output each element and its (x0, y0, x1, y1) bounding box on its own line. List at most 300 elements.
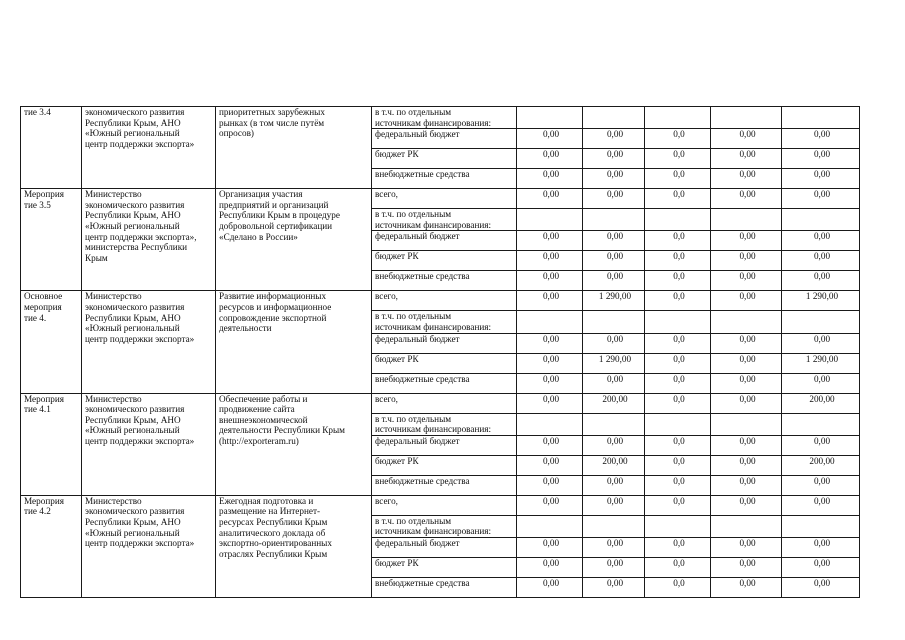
amount-cell (517, 231, 583, 251)
amount-cell (711, 435, 782, 455)
amount-cell (583, 515, 645, 537)
amount-cell (711, 311, 782, 333)
amount-cell (782, 537, 860, 557)
amount-value: 0,00 (542, 169, 560, 180)
amount-cell (645, 353, 711, 373)
measure-description-cell (216, 291, 372, 393)
measure-description-cell (216, 107, 372, 189)
amount-cell (583, 353, 645, 373)
amount-value: 0,00 (813, 333, 831, 344)
funding-source-cell (372, 537, 517, 557)
table-row (21, 189, 860, 209)
amount-value: 0,00 (739, 475, 756, 486)
table-row (21, 107, 860, 129)
amount-value: 0,00 (739, 189, 756, 200)
funding-source-label: внебюджетные средства (375, 475, 470, 486)
measure-description-cell-text: Ежегодная подготовка и размещение на Интернет- ресурсах Республики Крым аналитического доклада об экспортно-ориентированных отраслях Республики Крым (219, 495, 332, 559)
amount-value: 0,00 (739, 373, 756, 384)
amount-cell (711, 333, 782, 353)
amount-cell (645, 373, 711, 393)
amount-cell (583, 169, 645, 189)
amount-value: 0,0 (673, 455, 685, 466)
amount-value: 0,00 (813, 169, 831, 180)
amount-value: 0,00 (606, 189, 624, 200)
amount-cell (782, 393, 860, 413)
amount-cell (782, 577, 860, 597)
funding-source-cell (372, 515, 517, 537)
amount-cell (711, 393, 782, 413)
amount-cell (711, 455, 782, 475)
amount-value: 0,00 (606, 333, 624, 344)
amount-cell (517, 271, 583, 291)
amount-cell (782, 231, 860, 251)
funding-source-label: всего, (375, 393, 398, 404)
amount-cell (517, 251, 583, 271)
measure-code-cell (21, 495, 82, 597)
funding-source-cell (372, 373, 517, 393)
amount-value: 0,0 (673, 435, 685, 446)
amount-cell (583, 271, 645, 291)
amount-value: 0,0 (673, 557, 685, 568)
amount-cell (645, 393, 711, 413)
funding-source-cell (372, 333, 517, 353)
amount-value: 0,00 (542, 435, 560, 446)
amount-cell (711, 413, 782, 435)
amount-cell (517, 475, 583, 495)
amount-cell (517, 413, 583, 435)
amount-cell (517, 107, 583, 129)
amount-cell (711, 107, 782, 129)
amount-cell (711, 209, 782, 231)
amount-cell (517, 353, 583, 373)
amount-cell (517, 189, 583, 209)
amount-cell (517, 435, 583, 455)
amount-cell (583, 475, 645, 495)
amount-value: 200,00 (602, 455, 628, 466)
amount-value: 0,00 (606, 271, 624, 282)
amount-cell (782, 271, 860, 291)
funding-source-label: внебюджетные средства (375, 373, 470, 384)
amount-cell (517, 149, 583, 169)
amount-value: 0,00 (542, 149, 560, 160)
funding-source-cell (372, 149, 517, 169)
amount-cell (583, 577, 645, 597)
funding-table (20, 106, 860, 598)
amount-value: 0,0 (673, 475, 685, 486)
amount-cell (645, 333, 711, 353)
funding-source-label: всего, (375, 189, 398, 200)
amount-value: 0,00 (739, 271, 756, 282)
amount-cell (583, 557, 645, 577)
amount-cell (583, 413, 645, 435)
funding-source-cell (372, 495, 517, 515)
amount-value: 0,00 (739, 537, 756, 548)
amount-value: 0,00 (606, 373, 624, 384)
funding-source-label: в т.ч. по отдельным источникам финансирования: (375, 515, 492, 537)
amount-value: 0,00 (739, 455, 756, 466)
amount-value: 1 290,00 (598, 353, 632, 364)
amount-cell (645, 291, 711, 311)
amount-cell (782, 169, 860, 189)
amount-value: 0,0 (673, 353, 685, 364)
amount-cell (782, 353, 860, 373)
funding-source-cell (372, 475, 517, 495)
amount-value: 0,00 (542, 373, 560, 384)
amount-cell (711, 271, 782, 291)
funding-source-cell (372, 271, 517, 291)
amount-cell (711, 231, 782, 251)
amount-cell (711, 129, 782, 149)
amount-value: 0,00 (606, 435, 624, 446)
amount-value: 0,00 (606, 577, 624, 588)
funding-source-cell (372, 291, 517, 311)
funding-source-label: федеральный бюджет (375, 537, 460, 548)
amount-value: 0,0 (673, 537, 685, 548)
amount-cell (711, 577, 782, 597)
table-row (21, 495, 860, 515)
amount-value: 0,00 (739, 333, 756, 344)
funding-source-cell (372, 435, 517, 455)
amount-cell (583, 209, 645, 231)
amount-cell (583, 435, 645, 455)
amount-cell (517, 495, 583, 515)
amount-value: 0,00 (813, 495, 831, 506)
amount-value: 0,0 (673, 393, 685, 404)
amount-cell (583, 231, 645, 251)
funding-source-cell (372, 311, 517, 333)
amount-value: 0,00 (542, 189, 560, 200)
amount-value: 0,00 (606, 557, 624, 568)
amount-cell (583, 455, 645, 475)
funding-source-label: федеральный бюджет (375, 435, 460, 446)
amount-value: 0,0 (673, 149, 685, 160)
amount-value: 200,00 (809, 393, 835, 404)
amount-value: 0,00 (813, 251, 831, 262)
amount-value: 0,00 (739, 169, 756, 180)
measure-code-cell-text: Мероприя тие 4.2 (24, 495, 64, 517)
executor-cell (82, 189, 216, 291)
funding-source-label: бюджет РК (375, 455, 419, 466)
amount-value: 0,0 (673, 231, 685, 242)
executor-cell (82, 291, 216, 393)
amount-value: 200,00 (602, 393, 628, 404)
table-row (21, 291, 860, 311)
amount-value: 0,00 (606, 169, 624, 180)
amount-cell (645, 311, 711, 333)
amount-cell (645, 557, 711, 577)
amount-value: 0,00 (606, 251, 624, 262)
amount-cell (583, 189, 645, 209)
measure-code-cell (21, 393, 82, 495)
amount-value: 0,00 (813, 475, 831, 486)
amount-cell (517, 129, 583, 149)
amount-cell (517, 455, 583, 475)
amount-value: 0,00 (606, 537, 624, 548)
executor-cell-text: Министерство экономического развития Республики Крым, АНО «Южный региональный центр поддержки экспорта» (85, 495, 195, 549)
funding-source-cell (372, 251, 517, 271)
funding-source-cell (372, 129, 517, 149)
amount-cell (645, 413, 711, 435)
amount-cell (645, 475, 711, 495)
amount-value: 200,00 (809, 455, 835, 466)
amount-value: 0,00 (606, 495, 624, 506)
executor-cell-text: Министерство экономического развития Республики Крым, АНО «Южный региональный центр поддержки экспорта», министерства Республики Крым (85, 189, 197, 263)
amount-value: 0,00 (739, 353, 756, 364)
amount-value: 0,0 (673, 271, 685, 282)
amount-value: 0,0 (673, 251, 685, 262)
amount-value: 0,00 (813, 129, 831, 140)
amount-cell (782, 149, 860, 169)
amount-value: 0,00 (813, 189, 831, 200)
funding-source-label: бюджет РК (375, 353, 419, 364)
amount-value: 0,00 (739, 435, 756, 446)
amount-value: 0,00 (542, 251, 560, 262)
amount-cell (517, 291, 583, 311)
amount-cell (517, 373, 583, 393)
amount-cell (645, 435, 711, 455)
amount-value: 0,00 (813, 435, 831, 446)
measure-code-cell (21, 189, 82, 291)
amount-cell (711, 251, 782, 271)
amount-cell (645, 231, 711, 251)
amount-cell (583, 291, 645, 311)
amount-cell (711, 495, 782, 515)
amount-cell (782, 435, 860, 455)
amount-cell (583, 393, 645, 413)
amount-cell (711, 537, 782, 557)
amount-value: 0,00 (739, 557, 756, 568)
amount-value: 0,00 (813, 557, 831, 568)
funding-source-label: бюджет РК (375, 251, 419, 262)
amount-cell (782, 495, 860, 515)
amount-value: 0,00 (813, 231, 831, 242)
amount-cell (711, 169, 782, 189)
amount-cell (645, 495, 711, 515)
amount-value: 0,00 (542, 291, 560, 302)
amount-cell (583, 373, 645, 393)
amount-value: 0,00 (542, 333, 560, 344)
amount-cell (517, 393, 583, 413)
amount-cell (583, 495, 645, 515)
measure-description-cell-text: Организация участия предприятий и организаций Республики Крым в процедуре добровольной сертификации «Сделано в России» (219, 189, 340, 242)
amount-cell (782, 209, 860, 231)
amount-cell (782, 455, 860, 475)
amount-cell (782, 107, 860, 129)
amount-cell (583, 333, 645, 353)
amount-cell (645, 107, 711, 129)
funding-source-label: в т.ч. по отдельным источникам финансирования: (375, 107, 492, 128)
funding-source-label: внебюджетные средства (375, 169, 470, 180)
amount-value: 0,00 (542, 557, 560, 568)
amount-cell (711, 373, 782, 393)
amount-value: 0,00 (739, 129, 756, 140)
amount-cell (711, 189, 782, 209)
funding-source-cell (372, 107, 517, 129)
amount-value: 0,0 (673, 189, 685, 200)
amount-value: 0,00 (542, 231, 560, 242)
funding-source-cell (372, 209, 517, 231)
funding-source-label: федеральный бюджет (375, 129, 460, 140)
amount-value: 0,00 (542, 271, 560, 282)
amount-cell (583, 537, 645, 557)
amount-cell (711, 557, 782, 577)
executor-cell-text: Министерство экономического развития Республики Крым, АНО «Южный региональный центр поддержки экспорта» (85, 393, 195, 446)
measure-description-cell (216, 393, 372, 495)
funding-source-cell (372, 231, 517, 251)
amount-cell (583, 107, 645, 129)
amount-cell (782, 373, 860, 393)
amount-value: 0,00 (542, 537, 560, 548)
amount-value: 0,00 (813, 537, 831, 548)
amount-cell (645, 271, 711, 291)
amount-value: 0,00 (542, 455, 560, 466)
funding-source-label: внебюджетные средства (375, 271, 470, 282)
amount-value: 0,0 (673, 577, 685, 588)
measure-description-cell (216, 495, 372, 597)
funding-source-label: федеральный бюджет (375, 333, 460, 344)
funding-source-label: в т.ч. по отдельным источникам финансирования: (375, 413, 492, 435)
amount-cell (782, 333, 860, 353)
amount-value: 0,00 (739, 495, 756, 506)
amount-cell (711, 515, 782, 537)
amount-cell (782, 129, 860, 149)
measure-code-cell-text: Основное мероприя тие 4. (24, 291, 63, 323)
funding-source-cell (372, 577, 517, 597)
amount-cell (517, 311, 583, 333)
funding-source-cell (372, 189, 517, 209)
amount-cell (583, 311, 645, 333)
amount-cell (583, 251, 645, 271)
amount-value: 0,00 (542, 475, 560, 486)
amount-cell (645, 169, 711, 189)
amount-value: 0,00 (813, 271, 831, 282)
measure-description-cell (216, 189, 372, 291)
amount-cell (711, 475, 782, 495)
amount-cell (645, 209, 711, 231)
table-row (21, 393, 860, 413)
amount-cell (645, 251, 711, 271)
funding-source-label: всего, (375, 495, 398, 506)
funding-source-cell (372, 393, 517, 413)
funding-source-cell (372, 353, 517, 373)
amount-value: 0,0 (673, 495, 685, 506)
amount-value: 0,00 (739, 577, 756, 588)
amount-cell (583, 129, 645, 149)
measure-description-cell-text: приоритетных зарубежных рынках (в том числе путём опросов) (219, 107, 325, 139)
funding-source-label: внебюджетные средства (375, 577, 470, 588)
amount-cell (782, 557, 860, 577)
amount-value: 0,00 (542, 577, 560, 588)
amount-cell (711, 291, 782, 311)
amount-cell (517, 209, 583, 231)
measure-code-cell-text: Мероприя тие 4.1 (24, 393, 64, 415)
amount-value: 0,00 (739, 291, 756, 302)
amount-value: 0,00 (813, 149, 831, 160)
funding-source-label: бюджет РК (375, 557, 419, 568)
measure-code-cell (21, 291, 82, 393)
amount-value: 0,00 (606, 231, 624, 242)
amount-cell (517, 557, 583, 577)
funding-source-label: в т.ч. по отдельным источникам финансирования: (375, 311, 492, 332)
table-body (21, 107, 860, 598)
amount-cell (645, 149, 711, 169)
amount-value: 1 290,00 (598, 291, 632, 302)
amount-cell (517, 515, 583, 537)
amount-value: 0,00 (739, 251, 756, 262)
amount-cell (517, 169, 583, 189)
amount-cell (645, 577, 711, 597)
amount-cell (782, 291, 860, 311)
amount-value: 0,00 (606, 149, 624, 160)
amount-cell (782, 189, 860, 209)
amount-value: 0,00 (542, 393, 560, 404)
amount-cell (645, 537, 711, 557)
amount-value: 0,00 (542, 129, 560, 140)
executor-cell (82, 495, 216, 597)
amount-value: 0,00 (606, 475, 624, 486)
amount-cell (782, 515, 860, 537)
amount-value: 1 290,00 (805, 291, 839, 302)
executor-cell-text: Министерство экономического развития Республики Крым, АНО «Южный региональный центр поддержки экспорта» (85, 291, 195, 344)
amount-cell (711, 353, 782, 373)
amount-value: 0,00 (739, 393, 756, 404)
amount-value: 0,0 (673, 129, 685, 140)
amount-cell (645, 455, 711, 475)
amount-cell (782, 475, 860, 495)
amount-value: 0,0 (673, 373, 685, 384)
amount-value: 0,00 (606, 129, 624, 140)
funding-source-label: бюджет РК (375, 149, 419, 160)
amount-cell (711, 149, 782, 169)
funding-source-cell (372, 413, 517, 435)
amount-cell (645, 515, 711, 537)
amount-value: 0,0 (673, 291, 685, 302)
measure-code-cell (21, 107, 82, 189)
funding-source-label: всего, (375, 291, 398, 302)
funding-source-cell (372, 169, 517, 189)
amount-value: 0,0 (673, 169, 685, 180)
funding-source-label: в т.ч. по отдельным источникам финансирования: (375, 209, 492, 230)
amount-cell (645, 189, 711, 209)
amount-value: 0,00 (813, 373, 831, 384)
amount-cell (782, 413, 860, 435)
measure-description-cell-text: Обеспечение работы и продвижение сайта внешнеэкономической деятельности Республики Крым (http://exporteram.ru) (219, 393, 345, 446)
amount-value: 0,00 (739, 231, 756, 242)
executor-cell (82, 107, 216, 189)
measure-description-cell-text: Развитие информационных ресурсов и информационное сопровождение экспортной деятельности (219, 291, 332, 334)
amount-cell (517, 537, 583, 557)
funding-source-cell (372, 557, 517, 577)
amount-cell (583, 149, 645, 169)
amount-cell (782, 251, 860, 271)
funding-source-cell (372, 455, 517, 475)
amount-value: 0,0 (673, 333, 685, 344)
amount-value: 0,00 (739, 149, 756, 160)
measure-code-cell-text: Мероприя тие 3.5 (24, 189, 64, 210)
amount-cell (645, 129, 711, 149)
measure-code-cell-text: тие 3.4 (24, 107, 51, 117)
amount-cell (782, 311, 860, 333)
amount-cell (517, 577, 583, 597)
amount-value: 0,00 (542, 495, 560, 506)
funding-source-label: федеральный бюджет (375, 231, 460, 242)
amount-cell (517, 333, 583, 353)
executor-cell-text: экономического развития Республики Крым, АНО «Южный региональный центр поддержки экспорта» (85, 107, 195, 149)
amount-value: 0,00 (813, 577, 831, 588)
executor-cell (82, 393, 216, 495)
amount-value: 0,00 (542, 353, 560, 364)
amount-value: 1 290,00 (805, 353, 839, 364)
